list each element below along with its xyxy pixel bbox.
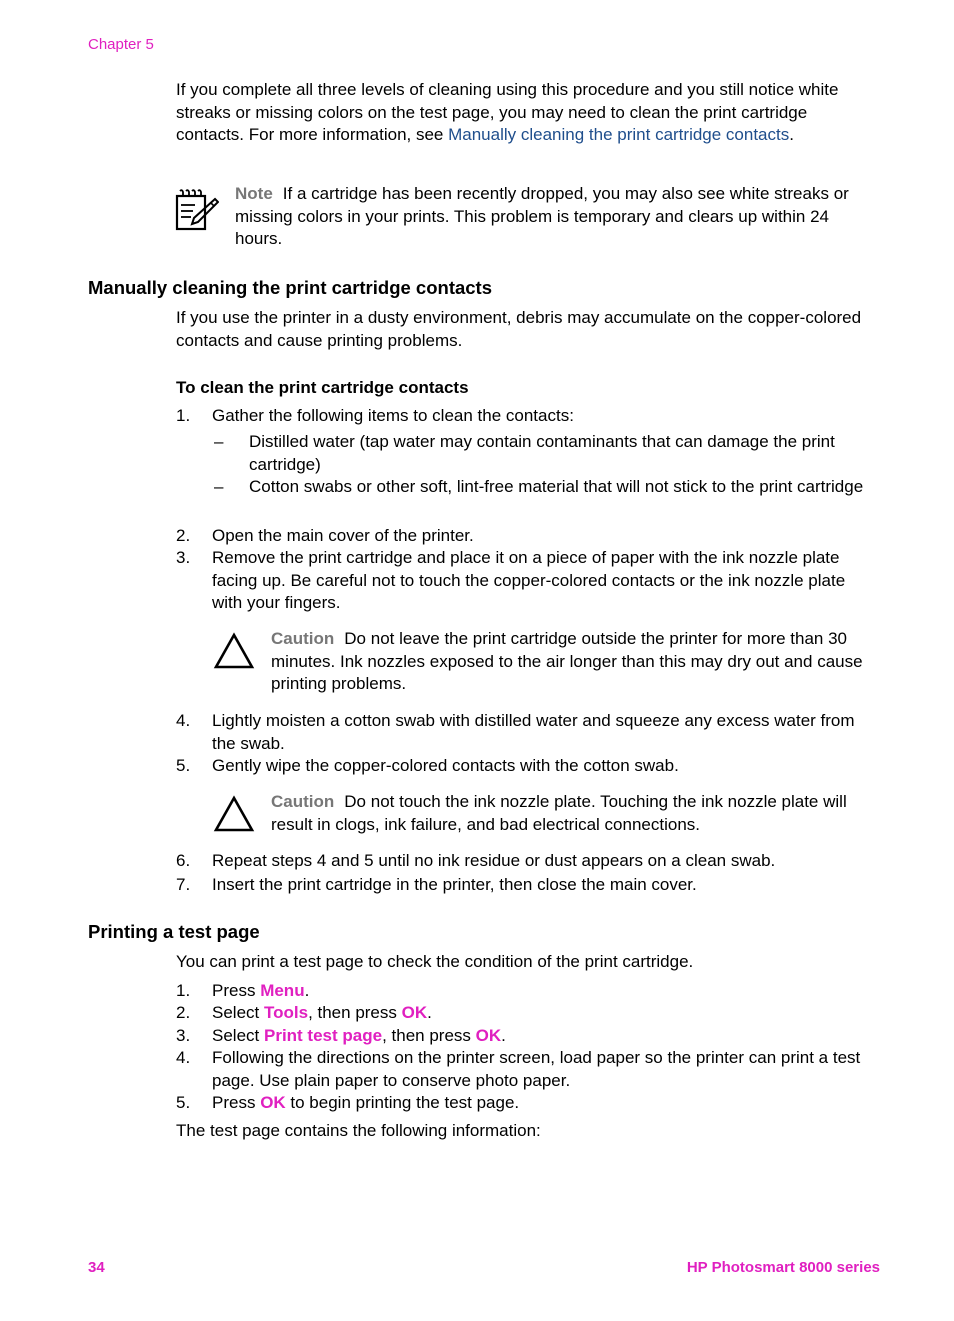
caution-icon bbox=[213, 795, 255, 833]
step-text bbox=[212, 1002, 872, 1025]
test-page-closing: The test page contains the following information: bbox=[176, 1121, 541, 1140]
note-label: Note bbox=[235, 184, 273, 203]
subitem-distilled-water: Distilled water (tap water may contain contaminants that can damage the print cartridge) bbox=[249, 432, 835, 474]
step-text: Lightly moisten a cotton swab with distilled water and squeeze any excess water from the swab. bbox=[212, 711, 855, 753]
intro-paragraph bbox=[176, 79, 856, 147]
ok-keyword: OK bbox=[401, 1003, 428, 1022]
step-text-part: Press bbox=[212, 1093, 261, 1112]
step-text-part: , then press bbox=[382, 1026, 476, 1045]
cleaning-intro: If you use the printer in a dusty environment, debris may accumulate on the copper-colored contacts and cause printing problems. bbox=[176, 308, 862, 350]
manual-cleaning-link[interactable]: Manually cleaning the print cartridge contacts bbox=[448, 125, 790, 144]
step-text: Gather the following items to clean the contacts: bbox=[212, 406, 574, 425]
step-text: Insert the print cartridge in the printer, then close the main cover. bbox=[212, 875, 697, 894]
step-text-part: . bbox=[427, 1003, 432, 1022]
step-text: Following the directions on the printer screen, load paper so the printer can print a test page. Use plain paper to conserve photo paper. bbox=[212, 1048, 861, 1090]
step-number: 4. bbox=[176, 1048, 191, 1067]
note-block bbox=[235, 183, 865, 251]
step-text: Repeat steps 4 and 5 until no ink residue or dust appears on a clean swab. bbox=[212, 851, 776, 870]
subitem-cotton-swabs: Cotton swabs or other soft, lint-free material that will not stick to the print cartridge bbox=[249, 477, 864, 496]
page-number: 34 bbox=[88, 1259, 105, 1276]
test-page-intro: You can print a test page to check the condition of the print cartridge. bbox=[176, 952, 694, 971]
caution-label: Caution bbox=[271, 629, 335, 648]
step-text-part: . bbox=[501, 1026, 506, 1045]
intro-text-end: . bbox=[789, 125, 794, 144]
product-name: HP Photosmart 8000 series bbox=[686, 1259, 880, 1276]
step-number: 5. bbox=[176, 756, 191, 775]
step-text-part: Select bbox=[212, 1026, 264, 1045]
step-text-part: . bbox=[304, 981, 310, 1000]
step-number: 6. bbox=[176, 851, 191, 870]
caution-block bbox=[271, 791, 876, 836]
note-icon bbox=[175, 188, 219, 232]
step-number: 7. bbox=[176, 875, 191, 894]
step-text-part: to begin printing the test page. bbox=[285, 1093, 520, 1112]
caution-icon bbox=[213, 632, 255, 670]
bullet-dash: – bbox=[214, 477, 224, 496]
caution-label: Caution bbox=[271, 792, 335, 811]
procedure-heading: To clean the print cartridge contacts bbox=[176, 378, 469, 397]
step-text-part: Select bbox=[212, 1003, 264, 1022]
section-heading-cleaning: Manually cleaning the print cartridge contacts bbox=[88, 277, 493, 298]
step-text: Open the main cover of the printer. bbox=[212, 526, 474, 545]
step-text-part: , then press bbox=[308, 1003, 402, 1022]
step-text-part: Press bbox=[212, 981, 261, 1000]
note-text: If a cartridge has been recently dropped, you may also see white streaks or missing colors in your prints. This problem is temporary and clears up within 24 hours. bbox=[235, 184, 849, 248]
caution-text: Do not leave the print cartridge outside the printer for more than 30 minutes. Ink nozzles exposed to the air longer than this may dry out and cause printing problems. bbox=[271, 629, 863, 693]
intro-text: If you complete all three levels of cleaning using this procedure and you still notice white streaks or missing colors on the test page, you may need to clean the print cartridge contacts. For more information, see bbox=[176, 80, 839, 144]
print-test-page-keyword: Print test page bbox=[263, 1026, 383, 1045]
step-text: Remove the print cartridge and place it on a piece of paper with the ink nozzle plate facing up. Be careful not to touch the copper-colored contacts or the ink nozzle plate with your fingers. bbox=[212, 548, 846, 612]
step-text bbox=[212, 980, 872, 1003]
ok-keyword: OK bbox=[260, 1093, 286, 1112]
section-heading-test-page: Printing a test page bbox=[88, 921, 260, 942]
step-number: 5. bbox=[176, 1093, 191, 1112]
bullet-dash: – bbox=[214, 432, 224, 451]
step-text bbox=[212, 1025, 872, 1048]
tools-keyword: Tools bbox=[263, 1003, 309, 1022]
ok-keyword: OK bbox=[475, 1026, 502, 1045]
step-number: 3. bbox=[176, 548, 191, 567]
step-number: 2. bbox=[176, 526, 191, 545]
step-text bbox=[212, 1092, 872, 1115]
chapter-label: Chapter 5 bbox=[88, 36, 154, 53]
step-number: 2. bbox=[176, 1003, 191, 1022]
step-number: 3. bbox=[176, 1026, 191, 1045]
step-number: 1. bbox=[176, 981, 191, 1000]
step-number: 4. bbox=[176, 711, 191, 730]
caution-block bbox=[271, 628, 881, 696]
menu-keyword: Menu bbox=[260, 981, 305, 1000]
caution-text: Do not touch the ink nozzle plate. Touching the ink nozzle plate will result in clogs, ink failure, and bad electrical connections. bbox=[271, 792, 847, 834]
step-number: 1. bbox=[176, 406, 191, 425]
step-text: Gently wipe the copper-colored contacts with the cotton swab. bbox=[212, 756, 679, 775]
